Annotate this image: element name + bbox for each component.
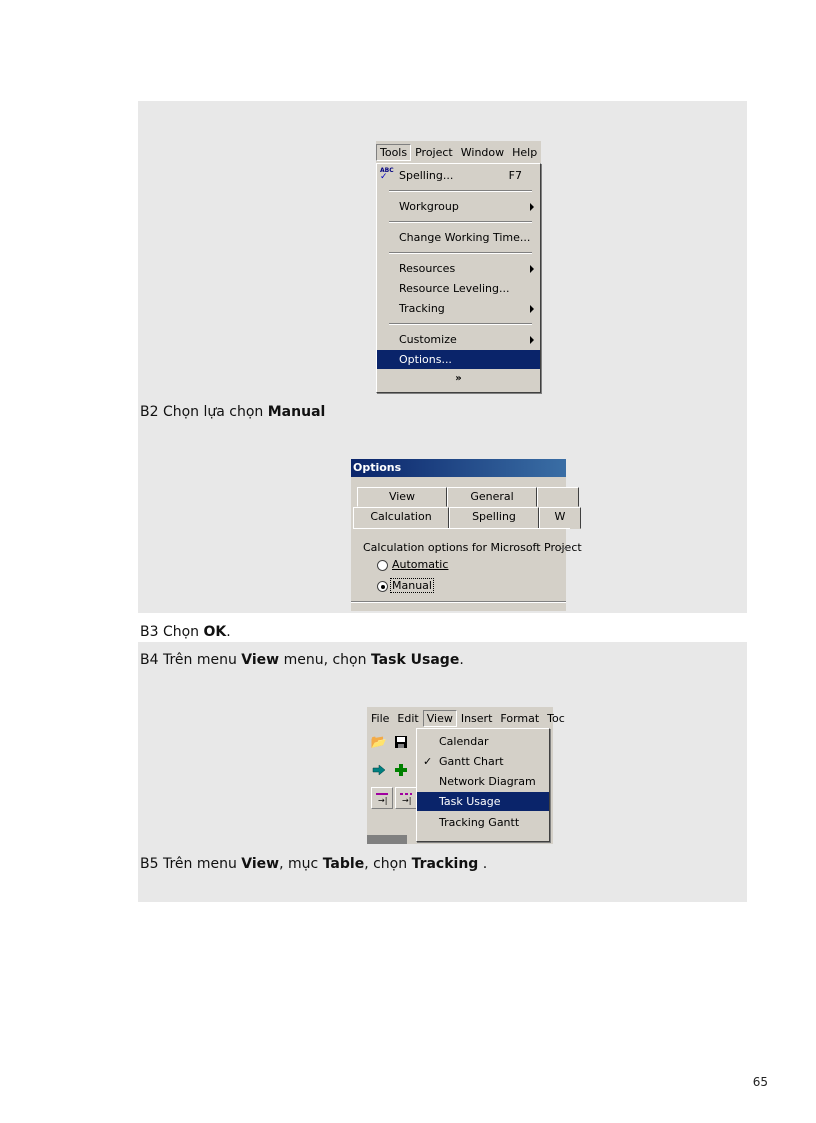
tab-spelling[interactable]: Spelling [449, 507, 539, 529]
submenu-arrow-icon [530, 203, 534, 211]
svg-text:→|: →| [378, 796, 388, 805]
expand-chevron-icon[interactable]: » [455, 373, 462, 384]
save-icon[interactable] [391, 732, 411, 752]
tools-dropdown [376, 163, 541, 393]
menu-file[interactable]: File [371, 711, 390, 725]
outdent-icon[interactable] [395, 787, 417, 809]
menu-item-change-working-time[interactable]: Change Working Time... [399, 231, 531, 244]
menu-tools-cut[interactable]: Toc [547, 711, 565, 725]
menu-item-calendar[interactable]: Calendar [439, 735, 489, 748]
dialog-title: Options [351, 459, 566, 477]
menu-view[interactable]: View [423, 710, 457, 727]
open-folder-icon[interactable]: 📂 [370, 734, 388, 750]
check-icon: ✓ [423, 755, 433, 768]
menu-format[interactable]: Format [500, 711, 540, 725]
radio-manual[interactable] [377, 581, 388, 592]
menu-insert[interactable]: Insert [460, 711, 493, 725]
indent-icon[interactable] [371, 787, 393, 809]
status-strip [367, 835, 407, 844]
menu-item-customize[interactable]: Customize [377, 330, 540, 349]
submenu-arrow-icon [530, 336, 534, 344]
menu-item-network-diagram[interactable]: Network Diagram [439, 775, 536, 788]
menu-item-spelling[interactable]: ABC ✓ Spelling... F7 [380, 167, 522, 182]
spelling-icon: ABC ✓ [380, 167, 394, 182]
menu-item-tracking-gantt[interactable]: Tracking Gantt [439, 816, 520, 829]
menu-item-workgroup[interactable]: Workgroup [377, 197, 540, 216]
radio-automatic-label: Automatic [392, 558, 449, 571]
tab-w[interactable]: W [539, 507, 581, 529]
page-number: 65 [752, 1075, 768, 1089]
view-menubar [367, 707, 565, 729]
group-bottom-line [351, 601, 566, 603]
menu-item-gantt-chart[interactable]: ✓ Gantt Chart [423, 755, 504, 768]
tab-blank[interactable] [537, 487, 579, 507]
submenu-arrow-icon [530, 305, 534, 313]
tab-calculation[interactable]: Calculation [353, 507, 449, 529]
group-line [561, 548, 566, 549]
tab-view[interactable]: View [357, 487, 447, 507]
menu-item-resources[interactable]: Resources [377, 259, 540, 278]
menu-item-resource-leveling[interactable]: Resource Leveling... [399, 282, 510, 295]
menu-window[interactable]: Window [460, 145, 505, 159]
menu-project[interactable]: Project [415, 145, 453, 159]
menu-item-tracking[interactable]: Tracking [377, 299, 540, 318]
tab-general[interactable]: General [447, 487, 537, 507]
step-b2: B2 Chọn lựa chọn Manual [140, 404, 326, 420]
add-icon[interactable] [391, 760, 411, 780]
arrow-right-icon[interactable] [369, 760, 389, 780]
menu-separator [389, 252, 532, 254]
menu-item-task-usage[interactable]: Task Usage [417, 792, 549, 811]
menu-separator [389, 190, 532, 192]
options-dialog [351, 459, 582, 611]
menu-separator [389, 221, 532, 223]
svg-text:→|: →| [402, 796, 412, 805]
step-b5: B5 Trên menu View, mục Table, chọn Tracking . [140, 856, 488, 872]
menu-tools[interactable]: Tools [376, 144, 411, 161]
radio-automatic[interactable] [377, 560, 388, 571]
menu-item-options[interactable]: Options... [377, 350, 540, 369]
calc-options-group-label: Calculation options for Microsoft Project [363, 541, 582, 554]
step-b3: B3 Chọn OK. [140, 624, 231, 640]
radio-manual-label: Manual [392, 579, 432, 592]
step-b4: B4 Trên menu View menu, chọn Task Usage. [140, 652, 464, 668]
menu-help[interactable]: Help [512, 145, 538, 159]
menu-edit[interactable]: Edit [397, 711, 419, 725]
tools-menubar [376, 141, 541, 163]
tab-panel-border [353, 528, 570, 529]
submenu-arrow-icon [530, 265, 534, 273]
view-dropdown [416, 728, 550, 842]
menu-separator [389, 323, 532, 325]
